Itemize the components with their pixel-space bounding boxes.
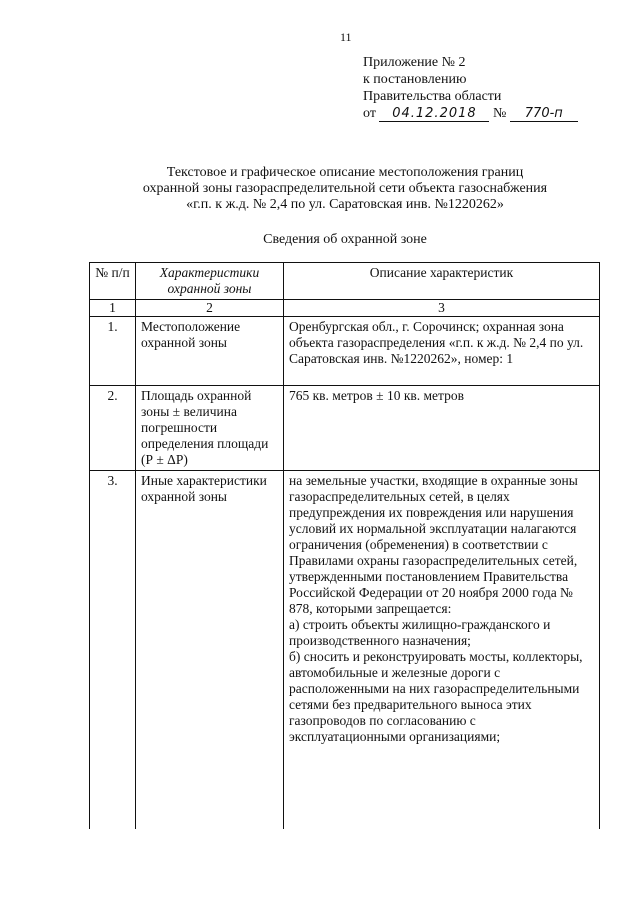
appendix-line-3: Правительства области bbox=[363, 89, 502, 104]
description-intro: на земельные участки, входящие в охранные зоны газораспределительных сетей, в целях предупреждения их повреждения или нарушения условий их нормальной эксплуатации налагаются ограничения (обременения) в соответствии с Правилами охраны газораспределительных сетей, утвержденными постановлением Правительства Российской Федерации от 20 ноября 2000 года № 878, которыми запрещается: bbox=[289, 473, 578, 616]
section-subtitle: Сведения об охранной зоне bbox=[263, 232, 427, 247]
row-description bbox=[284, 471, 600, 830]
document-title bbox=[100, 165, 590, 213]
row-description: 765 кв. метров ± 10 кв. метров bbox=[284, 386, 600, 471]
from-label: от bbox=[363, 106, 376, 121]
row-number: 1. bbox=[90, 317, 136, 386]
header-number: № п/п bbox=[90, 263, 136, 300]
row-characteristic: Местоположение охранной зоны bbox=[136, 317, 284, 386]
column-number: 1 bbox=[90, 300, 136, 317]
table-row bbox=[90, 386, 600, 471]
row-characteristic: Иные характеристики охранной зоны bbox=[136, 471, 284, 830]
appendix-line-1: Приложение № 2 bbox=[363, 55, 466, 70]
title-line-3: «г.п. к ж.д. № 2,4 по ул. Саратовская инв. №1220262» bbox=[186, 197, 504, 212]
title-line-1: Текстовое и графическое описание местоположения границ bbox=[166, 165, 524, 180]
zone-info-table bbox=[89, 262, 600, 829]
row-description: Оренбургская обл., г. Сорочинск; охранная зона объекта газораспределения «г.п. к ж.д. № 2,4 по ул. Саратовская инв. №1220262», номер: 1 bbox=[284, 317, 600, 386]
row-characteristic: Площадь охранной зоны ± величина погрешности определения площади (Р ± ΔР) bbox=[136, 386, 284, 471]
table-row bbox=[90, 317, 600, 386]
column-number: 2 bbox=[136, 300, 284, 317]
number-label: № bbox=[492, 106, 507, 121]
column-number-row bbox=[90, 300, 600, 317]
appendix-line-2: к постановлению bbox=[363, 72, 467, 87]
appendix-block bbox=[363, 54, 578, 122]
handwritten-date: 04.12.2018 bbox=[379, 107, 489, 122]
description-item-a: а) строить объекты жилищно-гражданского и производственного назначения; bbox=[289, 617, 551, 648]
title-line-2: охранной зоны газораспределительной сети объекта газоснабжения bbox=[142, 181, 548, 196]
page-number: 11 bbox=[340, 30, 352, 44]
handwritten-number: 770-п bbox=[510, 107, 578, 122]
description-item-b: б) сносить и реконструировать мосты, коллекторы, автомобильные и железные дороги с расположенными на них газораспределительными сетями без предварительного выноса этих газопроводов по согласованию с эксплуатационными организациями; bbox=[289, 649, 583, 744]
header-description: Описание характеристик bbox=[284, 263, 600, 300]
appendix-date-line bbox=[363, 105, 578, 122]
column-number: 3 bbox=[284, 300, 600, 317]
header-characteristics: Характеристики охранной зоны bbox=[136, 263, 284, 300]
table-row bbox=[90, 471, 600, 830]
row-number: 3. bbox=[90, 471, 136, 830]
row-number: 2. bbox=[90, 386, 136, 471]
table-header-row bbox=[90, 263, 600, 300]
